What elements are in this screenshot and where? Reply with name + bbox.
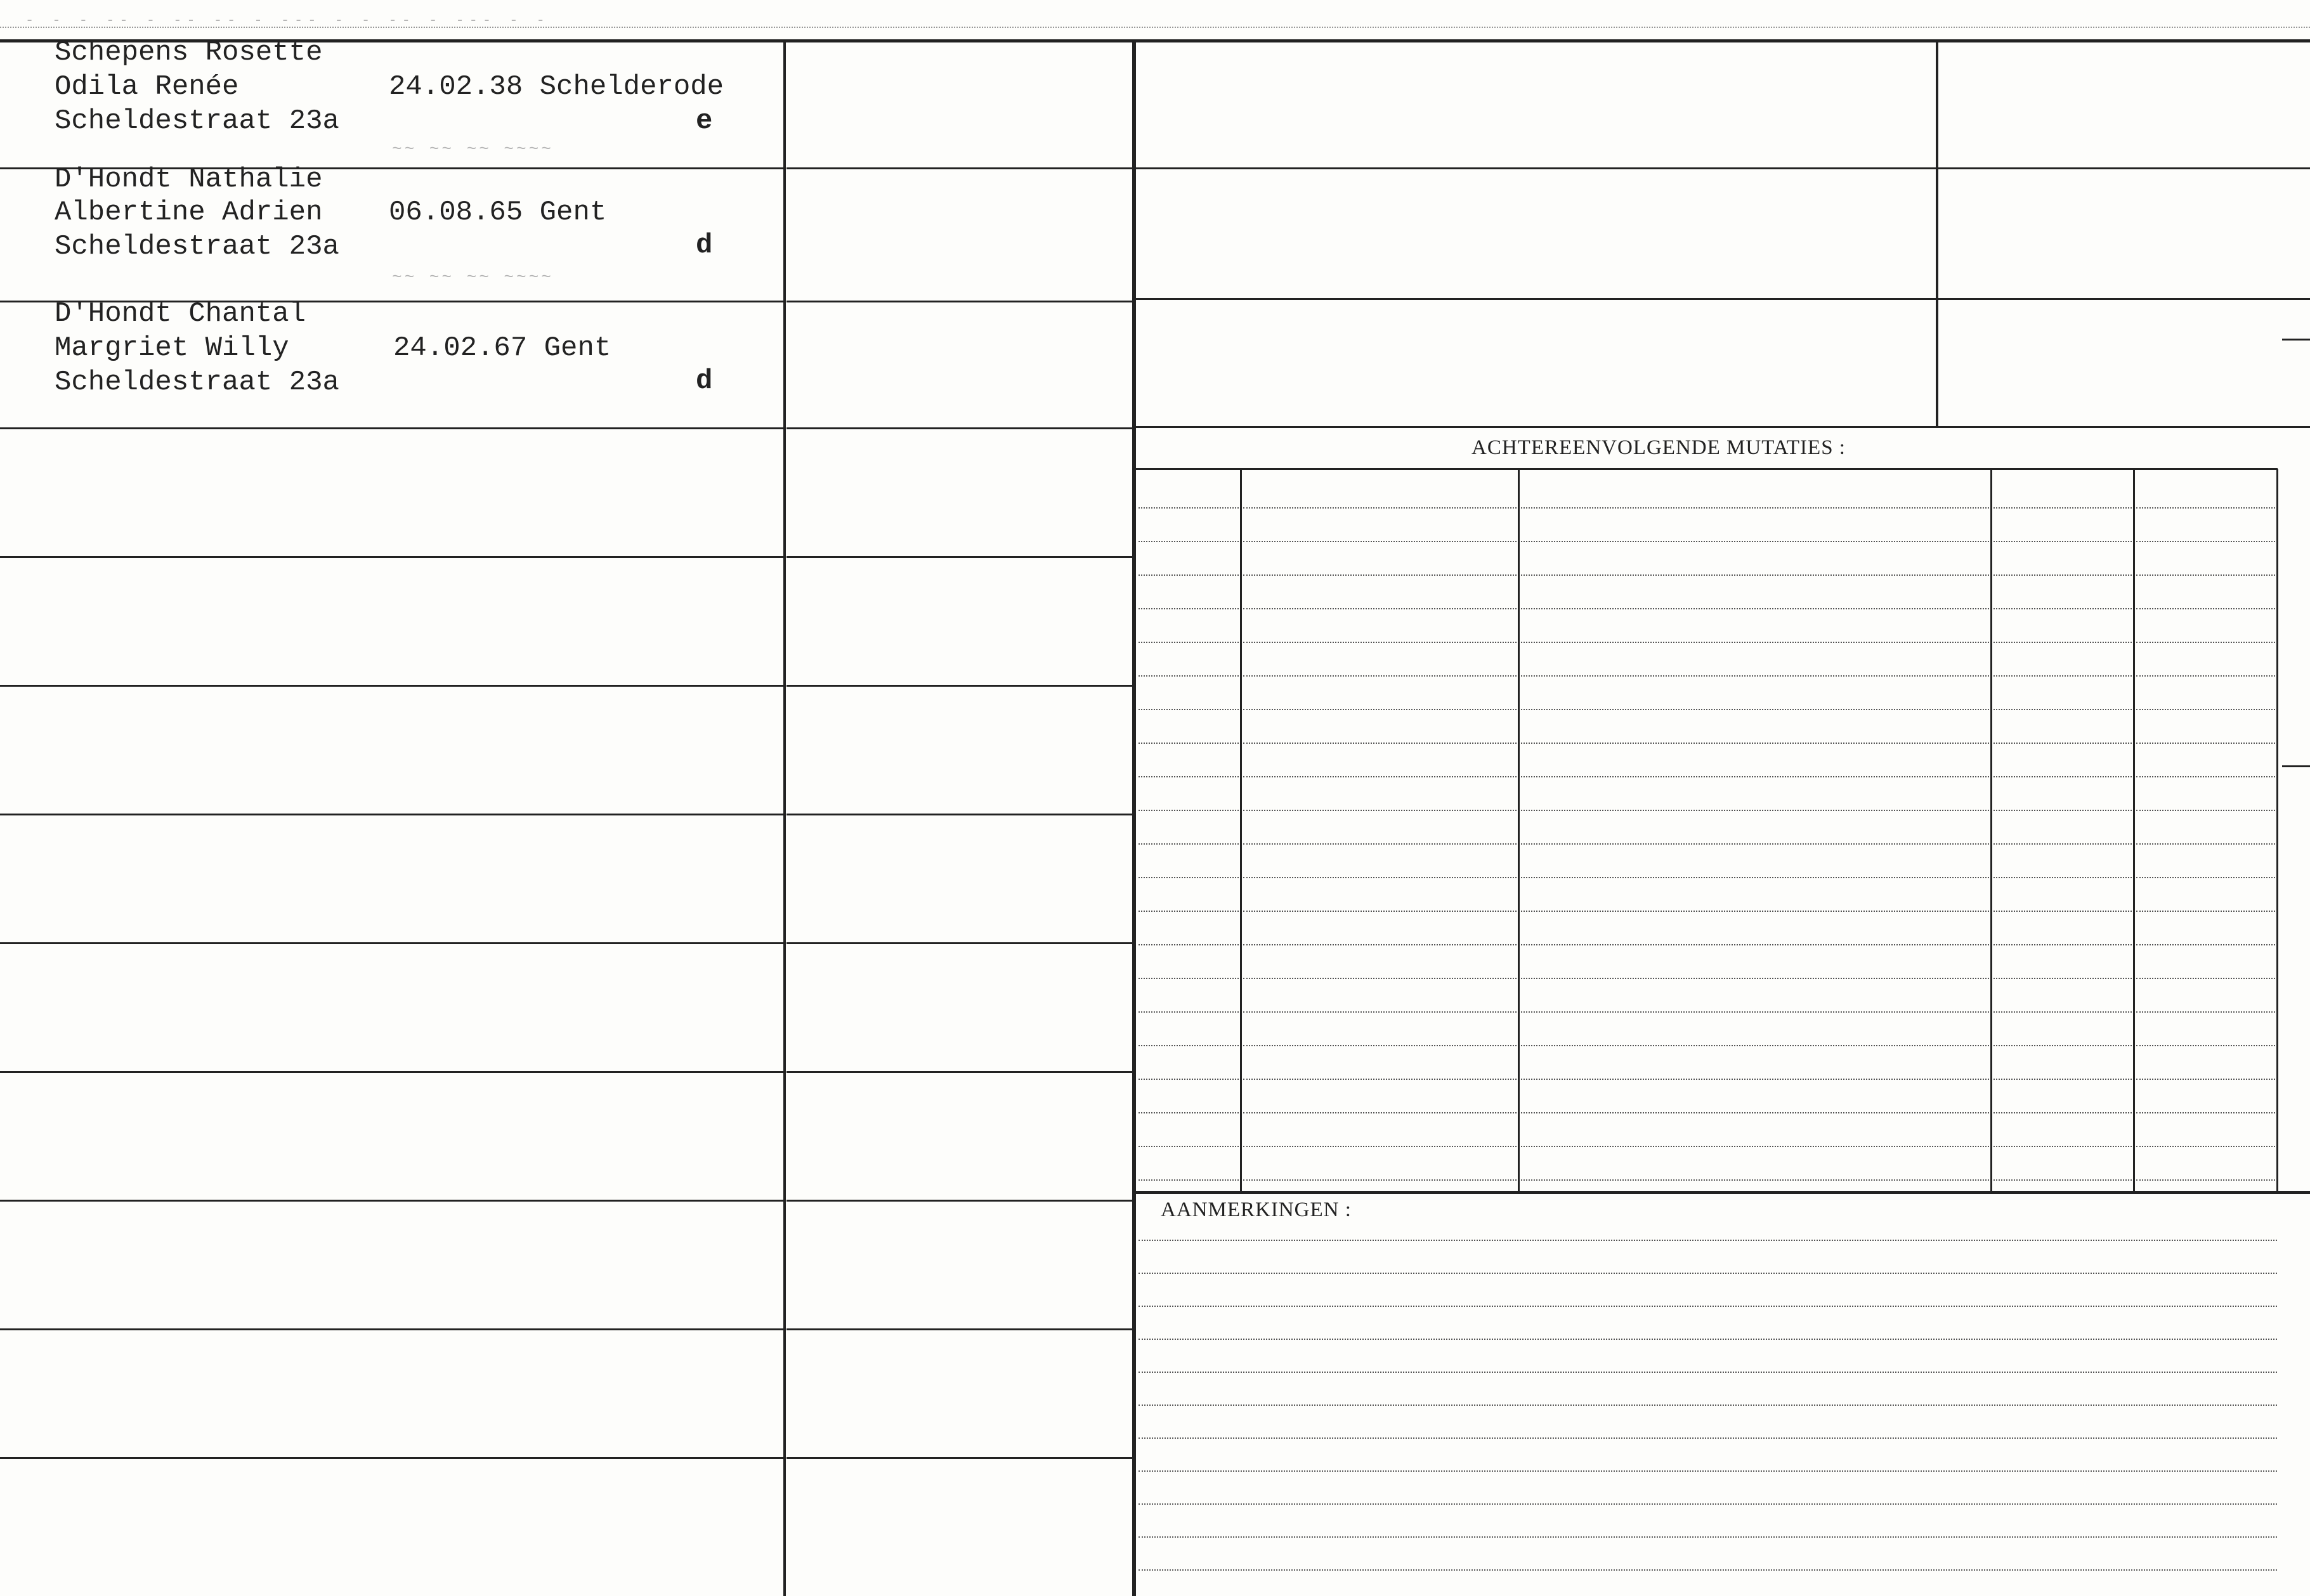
mutation-dotted-line <box>1521 1179 1989 1181</box>
mutation-dotted-line <box>1139 944 1239 945</box>
remark-dotted-line <box>1139 1306 2277 1307</box>
mutation-dotted-line <box>1243 776 1517 777</box>
mutation-dotted-line <box>2136 1045 2275 1046</box>
row-separator <box>0 427 783 429</box>
mutation-dotted-line <box>1994 1079 2132 1080</box>
mutation-dotted-line <box>1243 675 1517 677</box>
column-divider-right-upper <box>1936 39 1938 426</box>
mutation-dotted-line <box>1521 877 1989 878</box>
row-separator <box>786 301 1132 302</box>
row-separator <box>786 167 1132 169</box>
mutation-dotted-line <box>1139 642 1239 643</box>
row-separator <box>0 1071 783 1073</box>
mutation-dotted-line <box>1139 877 1239 878</box>
record-address: Scheldestraat 23a <box>55 231 339 263</box>
edge-tick <box>2282 765 2310 767</box>
mutation-dotted-line <box>2136 608 2275 609</box>
row-separator <box>786 427 1132 429</box>
mutation-dotted-line <box>1139 1079 1239 1080</box>
mutation-dotted-line <box>1139 1112 1239 1113</box>
mutation-dotted-line <box>2136 1179 2275 1181</box>
mutation-dotted-line <box>2136 541 2275 542</box>
mutation-dotted-line <box>1521 709 1989 710</box>
mutation-dotted-line <box>1243 1112 1517 1113</box>
record-given-names: Margriet Willy <box>55 332 289 364</box>
mutation-dotted-line <box>1243 709 1517 710</box>
mutation-dotted-line <box>1994 675 2132 677</box>
mutation-dotted-line <box>1521 675 1989 677</box>
mutation-dotted-line <box>1139 1146 1239 1147</box>
mutation-dotted-line <box>1521 541 1989 542</box>
mutation-dotted-line <box>1139 743 1239 744</box>
remark-dotted-line <box>1139 1240 2277 1241</box>
mutation-dotted-line <box>1521 978 1989 979</box>
mutation-dotted-line <box>1994 608 2132 609</box>
mutation-dotted-line <box>1994 1179 2132 1181</box>
mutation-dotted-line <box>1994 810 2132 811</box>
remark-dotted-line <box>1139 1536 2277 1538</box>
mutation-dotted-line <box>1994 944 2132 945</box>
remark-dotted-line <box>1139 1339 2277 1340</box>
mutation-dotted-line <box>2136 574 2275 576</box>
record-address: Scheldestraat 23a <box>55 367 339 398</box>
row-separator <box>0 685 783 687</box>
edge-tick <box>2282 339 2310 341</box>
row-separator <box>786 1071 1132 1073</box>
row-separator <box>786 942 1132 944</box>
mutation-dotted-line <box>1521 1011 1989 1013</box>
record-surname: D'Hondt Nathalie <box>55 164 323 195</box>
record-surname: D'Hondt Chantal <box>55 298 306 330</box>
mutation-dotted-line <box>1243 877 1517 878</box>
mutation-dotted-line <box>1243 1179 1517 1181</box>
mutation-dotted-line <box>2136 1112 2275 1113</box>
mutation-dotted-line <box>1994 541 2132 542</box>
record-code: d <box>696 365 713 397</box>
record-birth: 24.02.38 Schelderode <box>389 71 724 103</box>
mutation-dotted-line <box>2136 944 2275 945</box>
mutation-dotted-line <box>1243 978 1517 979</box>
remark-dotted-line <box>1139 1405 2277 1406</box>
mutation-dotted-line <box>1994 1112 2132 1113</box>
mutations-column-divider <box>1240 469 1242 1191</box>
mutation-dotted-line <box>1243 507 1517 509</box>
row-separator <box>0 814 783 815</box>
row-separator <box>0 1200 783 1202</box>
mutations-heading: ACHTEREENVOLGENDE MUTATIES : <box>1471 436 1846 459</box>
mutation-dotted-line <box>2136 978 2275 979</box>
remark-dotted-line <box>1139 1273 2277 1274</box>
mutation-dotted-line <box>2136 911 2275 912</box>
mutation-dotted-line <box>1139 1179 1239 1181</box>
row-separator <box>786 556 1132 558</box>
mutation-dotted-line <box>1139 608 1239 609</box>
mutation-dotted-line <box>1521 1079 1989 1080</box>
remark-dotted-line <box>1139 1372 2277 1373</box>
mutation-dotted-line <box>2136 1011 2275 1013</box>
faint-stamp-residue: ~~ ~~ ~~ ~~~~ <box>392 268 554 287</box>
row-separator <box>1136 167 2310 169</box>
mutation-dotted-line <box>1521 911 1989 912</box>
mutation-dotted-line <box>2136 843 2275 845</box>
mutation-dotted-line <box>1994 743 2132 744</box>
mutation-dotted-line <box>1139 810 1239 811</box>
mutation-dotted-line <box>1243 944 1517 945</box>
mutation-dotted-line <box>1139 911 1239 912</box>
faint-stamp-residue: ~~ ~~ ~~ ~~~~ <box>392 139 554 159</box>
mutation-dotted-line <box>1139 843 1239 845</box>
remark-dotted-line <box>1139 1503 2277 1505</box>
record-code: e <box>696 105 713 137</box>
mutation-dotted-line <box>1521 843 1989 845</box>
mutation-dotted-line <box>1521 743 1989 744</box>
mutation-dotted-line <box>1994 1011 2132 1013</box>
mutation-dotted-line <box>1994 1045 2132 1046</box>
mutation-dotted-line <box>2136 776 2275 777</box>
mutation-dotted-line <box>1994 1146 2132 1147</box>
mutation-dotted-line <box>1994 574 2132 576</box>
mutation-dotted-line <box>1521 776 1989 777</box>
mutation-dotted-line <box>2136 810 2275 811</box>
remark-dotted-line <box>1139 1470 2277 1472</box>
mutation-dotted-line <box>1994 642 2132 643</box>
mutation-dotted-line <box>1521 642 1989 643</box>
record-surname: Schepens Rosette <box>55 37 323 68</box>
mutation-dotted-line <box>1139 541 1239 542</box>
mutation-dotted-line <box>1521 1146 1989 1147</box>
remark-dotted-line <box>1139 1569 2277 1571</box>
record-birth: 24.02.67 Gent <box>393 332 611 364</box>
row-separator <box>786 685 1132 687</box>
row-separator <box>786 1200 1132 1202</box>
mutations-column-divider <box>1518 469 1520 1191</box>
row-separator <box>786 1328 1132 1330</box>
mutation-dotted-line <box>2136 1146 2275 1147</box>
mutation-dotted-line <box>1243 608 1517 609</box>
column-divider-left <box>783 39 786 1596</box>
top-border <box>0 39 2310 42</box>
mutation-dotted-line <box>1243 843 1517 845</box>
row-separator <box>0 556 783 558</box>
mutation-dotted-line <box>1243 911 1517 912</box>
mutation-dotted-line <box>2136 642 2275 643</box>
faint-stamp-residue: - - - -- - -- -- - --- - - -- - --- - - <box>25 13 550 29</box>
mutation-dotted-line <box>1243 574 1517 576</box>
mutation-dotted-line <box>1139 1011 1239 1013</box>
column-divider-middle <box>1132 39 1136 1596</box>
mutation-dotted-line <box>1139 507 1239 509</box>
record-code: d <box>696 230 713 261</box>
mutation-dotted-line <box>1243 1011 1517 1013</box>
mutation-dotted-line <box>1139 675 1239 677</box>
mutation-dotted-line <box>1521 1045 1989 1046</box>
mutation-dotted-line <box>1994 843 2132 845</box>
mutation-dotted-line <box>1994 776 2132 777</box>
row-separator <box>786 814 1132 815</box>
mutation-dotted-line <box>1243 1146 1517 1147</box>
mutation-dotted-line <box>1139 1045 1239 1046</box>
record-given-names: Albertine Adrien <box>55 197 323 228</box>
mutation-dotted-line <box>1521 1112 1989 1113</box>
mutation-dotted-line <box>2136 507 2275 509</box>
mutation-dotted-line <box>1139 776 1239 777</box>
record-given-names: Odila Renée <box>55 71 239 103</box>
mutation-dotted-line <box>1994 911 2132 912</box>
mutation-dotted-line <box>2136 1079 2275 1080</box>
mutation-dotted-line <box>1994 709 2132 710</box>
mutation-dotted-line <box>1243 810 1517 811</box>
row-separator <box>0 942 783 944</box>
mutations-column-divider <box>2276 469 2278 1191</box>
record-birth: 06.08.65 Gent <box>389 197 607 228</box>
row-separator <box>786 1457 1132 1459</box>
row-separator <box>0 1457 783 1459</box>
mutation-dotted-line <box>2136 675 2275 677</box>
remark-dotted-line <box>1139 1437 2277 1439</box>
mutations-column-divider <box>2133 469 2135 1191</box>
mutation-dotted-line <box>1243 541 1517 542</box>
mutation-dotted-line <box>1243 743 1517 744</box>
mutation-dotted-line <box>1994 507 2132 509</box>
record-address: Scheldestraat 23a <box>55 105 339 137</box>
mutation-dotted-line <box>1243 1045 1517 1046</box>
mutation-dotted-line <box>1139 978 1239 979</box>
mutation-dotted-line <box>1521 507 1989 509</box>
mutation-dotted-line <box>1139 574 1239 576</box>
mutation-dotted-line <box>1521 944 1989 945</box>
row-separator <box>1136 426 2310 428</box>
mutation-dotted-line <box>1521 574 1989 576</box>
mutations-header-rule <box>1136 468 2278 470</box>
mutation-dotted-line <box>1139 709 1239 710</box>
mutation-dotted-line <box>2136 743 2275 744</box>
remarks-heading: AANMERKINGEN : <box>1161 1198 1352 1221</box>
mutation-dotted-line <box>1521 608 1989 609</box>
row-separator <box>1136 298 2310 300</box>
mutation-dotted-line <box>1994 877 2132 878</box>
mutation-dotted-line <box>2136 709 2275 710</box>
mutation-dotted-line <box>1994 978 2132 979</box>
mutations-bottom-rule <box>1136 1191 2310 1194</box>
mutation-dotted-line <box>1521 810 1989 811</box>
mutation-dotted-line <box>2136 877 2275 878</box>
row-separator <box>0 1328 783 1330</box>
mutation-dotted-line <box>1243 1079 1517 1080</box>
mutations-column-divider <box>1990 469 1992 1191</box>
mutation-dotted-line <box>1243 642 1517 643</box>
